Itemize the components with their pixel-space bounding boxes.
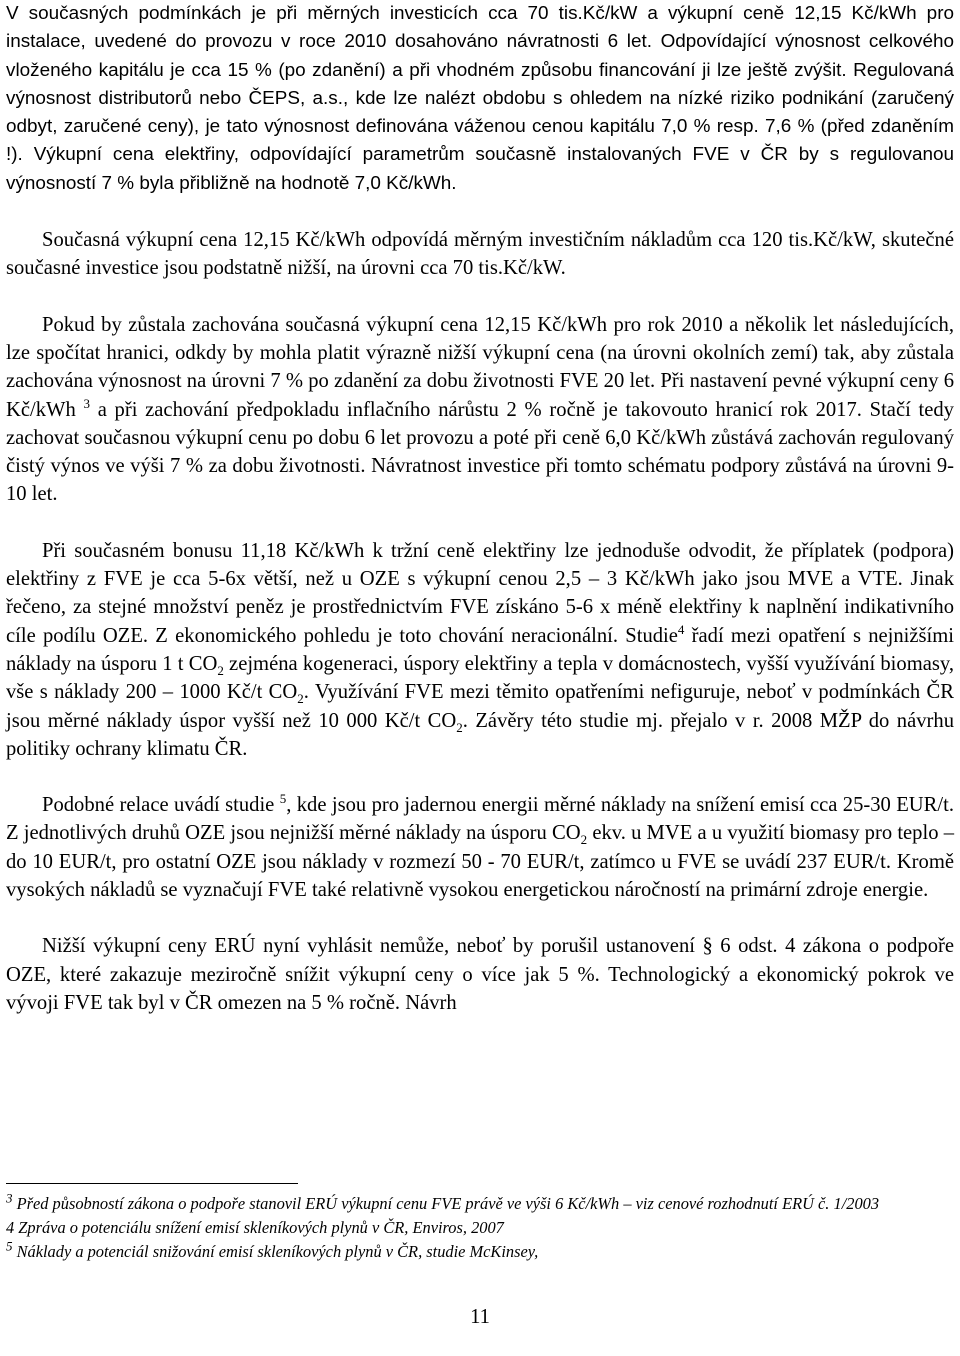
paragraph-5-text-a: Podobné relace uvádí studie xyxy=(42,794,280,817)
paragraph-5-text-c: ekv. u MVE a u využití biomasy pro teplo – do 10 EUR/t, pro ostatní OZE jsou náklady v rozmezí 50 - 70 EUR/t, zatímco u FVE se uvádí 237 EUR/t. Kromě vysokých nákladů se vyznačují FVE také relativně vysokou energetickou náročností na primární zdroje energie. xyxy=(6,822,954,902)
footnote-separator xyxy=(6,1183,298,1184)
paragraph-4-text-b: řadí mezi opatření s nejnižšími náklady na úsporu 1 t CO xyxy=(6,624,955,675)
paragraph-5-text-b: , kde jsou pro jadernou energii měrné náklady na snížení emisí cca 25-30 EUR/t. Z jednotlivých druhů OZE jsou nejnižší měrné náklady na úsporu CO xyxy=(6,794,954,845)
paragraph-4-text-a: Při současném bonusu 11,18 Kč/kWh k tržní ceně elektřiny lze jednoduše odvodit, že příplatek (podpora) elektřiny z FVE je cca 5-6x větší, než u OZE s výkupní cenou 2,5 – 3 Kč/kWh jako jsou MVE a VTE. Jinak řečeno, za stejné množství peněz je prostřednictvím FVE získáno 5-6 x méně elektřiny k naplnění indikativního cíle podílu OZE. Z ekonomického pohledu je toto chování neracionální. Studie xyxy=(6,539,954,647)
paragraph-4 xyxy=(6,537,954,763)
footnote-4-text: 4 Zpráva o potenciálu snížení emisí skleníkových plynů v ČR, Enviros, 2007 xyxy=(6,1218,504,1237)
footnotes xyxy=(6,1192,954,1264)
paragraph-6-text: Nižší výkupní ceny ERÚ nyní vyhlásit nemůže, neboť by porušil ustanovení § 6 odst. 4 zákona o podpoře OZE, které zakazuje meziročně snížit výkupní ceny o více jak 5 %. Technologický a ekonomický pokrok ve vývoji FVE tak byl v ČR omezen na 5 % ročně. Návrh xyxy=(6,935,954,1014)
footnote-5-number: 5 xyxy=(6,1238,13,1254)
footnote-ref-4: 4 xyxy=(677,621,685,637)
co2-subscript: 2 xyxy=(456,719,463,735)
paragraph-1-text: V současných podmínkách je při měrných investicích cca 70 tis.Kč/kW a výkupní ceně 12,15 Kč/kWh pro instalace, uvedené do provozu v roce 2010 dosahováno návratnosti 6 let. Odpovídající výnosnost celkového vloženého kapitálu je cca 15 % (po zdanění) a při vhodném způsobu financování ji lze ještě zvýšit. Regulovaná výnosnost distributorů nebo ČEPS, a.s., kde lze nalézt obdobu s ohledem na nízké riziko podnikání (zaručený odbyt, zaručené ceny), je tato výnosnost definována váženou cenou kapitálu 7,0 % resp. 7,6 % (před zdaněním !). Výkupní cena elektřiny, odpovídající parametrům současně instalovaných FVE v ČR by s regulovanou výnosností 7 % byla přibližně na hodnotě 7,0 Kč/kWh. xyxy=(6,3,954,194)
footnote-5 xyxy=(6,1240,954,1264)
footnote-3-number: 3 xyxy=(6,1190,13,1206)
paragraph-3 xyxy=(6,311,954,509)
co2-subscript: 2 xyxy=(297,691,304,707)
paragraph-4-text-e: . Závěry této studie mj. přejalo v r. 2008 MŽP do návrhu politiky ochrany klimatu ČR. xyxy=(6,709,954,760)
paragraph-1 xyxy=(6,0,954,198)
paragraph-2-text: Současná výkupní cena 12,15 Kč/kWh odpovídá měrným investičním nákladům cca 120 tis.Kč/kW, skutečné současné investice jsou podstatně nižší, na úrovni cca 70 tis.Kč/kW. xyxy=(6,229,954,280)
paragraph-5 xyxy=(6,791,954,904)
paragraph-3-text-a: Pokud by zůstala zachována současná výkupní cena 12,15 Kč/kWh pro rok 2010 a několik let následujících, lze spočítat hranici, odkdy by mohla platit výrazně nižší výkupní cena (na úrovni okolních zemí) tak, aby zůstala zachována výnosnost na úrovni 7 % po zdanění za dobu životnosti FVE 20 let. Při nastavení pevné výkupní ceny 6 Kč/kWh xyxy=(6,313,954,421)
paragraph-6 xyxy=(6,932,954,1017)
footnote-3 xyxy=(6,1192,954,1216)
footnote-4 xyxy=(6,1216,954,1240)
footnote-5-text: Náklady a potenciál snižování emisí skleníkových plynů v ČR, studie McKinsey, xyxy=(12,1242,539,1261)
footnote-ref-3: 3 xyxy=(83,395,90,411)
footnote-ref-5: 5 xyxy=(279,791,287,807)
co2-subscript: 2 xyxy=(580,832,588,848)
paragraph-2 xyxy=(6,226,954,283)
document-body xyxy=(6,0,954,1017)
footnote-3-text: Před působností zákona o podpoře stanovil ERÚ výkupní cenu FVE právě ve výši 6 Kč/kWh – viz cenové rozhodnutí ERÚ č. 1/2003 xyxy=(12,1194,880,1213)
paragraph-4-text-d: . Využívání FVE mezi těmito opatřeními nefiguruje, neboť v podmínkách ČR jsou měrné náklady úspor vyšší než 10 000 Kč/t CO xyxy=(6,681,954,732)
co2-subscript: 2 xyxy=(217,663,224,679)
page-number: 11 xyxy=(470,1306,490,1328)
paragraph-3-text-b: a při zachování předpokladu inflačního nárůstu 2 % ročně je takovouto hranicí rok 2017. Stačí tedy zachovat současnou výkupní cenu po dobu 6 let provozu a poté při ceně 6,0 Kč/kWh zůstává zachován regulovaný čistý výnos ve výši 7 % za dobu životnosti. Návratnost investice při tomto schématu podpory zůstává na úrovni 9-10 let. xyxy=(6,398,954,506)
paragraph-4-text-c: zejména kogeneraci, úspory elektřiny a tepla v domácnostech, vyšší využívání biomasy, vše s náklady 200 – 1000 Kč/t CO xyxy=(6,652,954,704)
